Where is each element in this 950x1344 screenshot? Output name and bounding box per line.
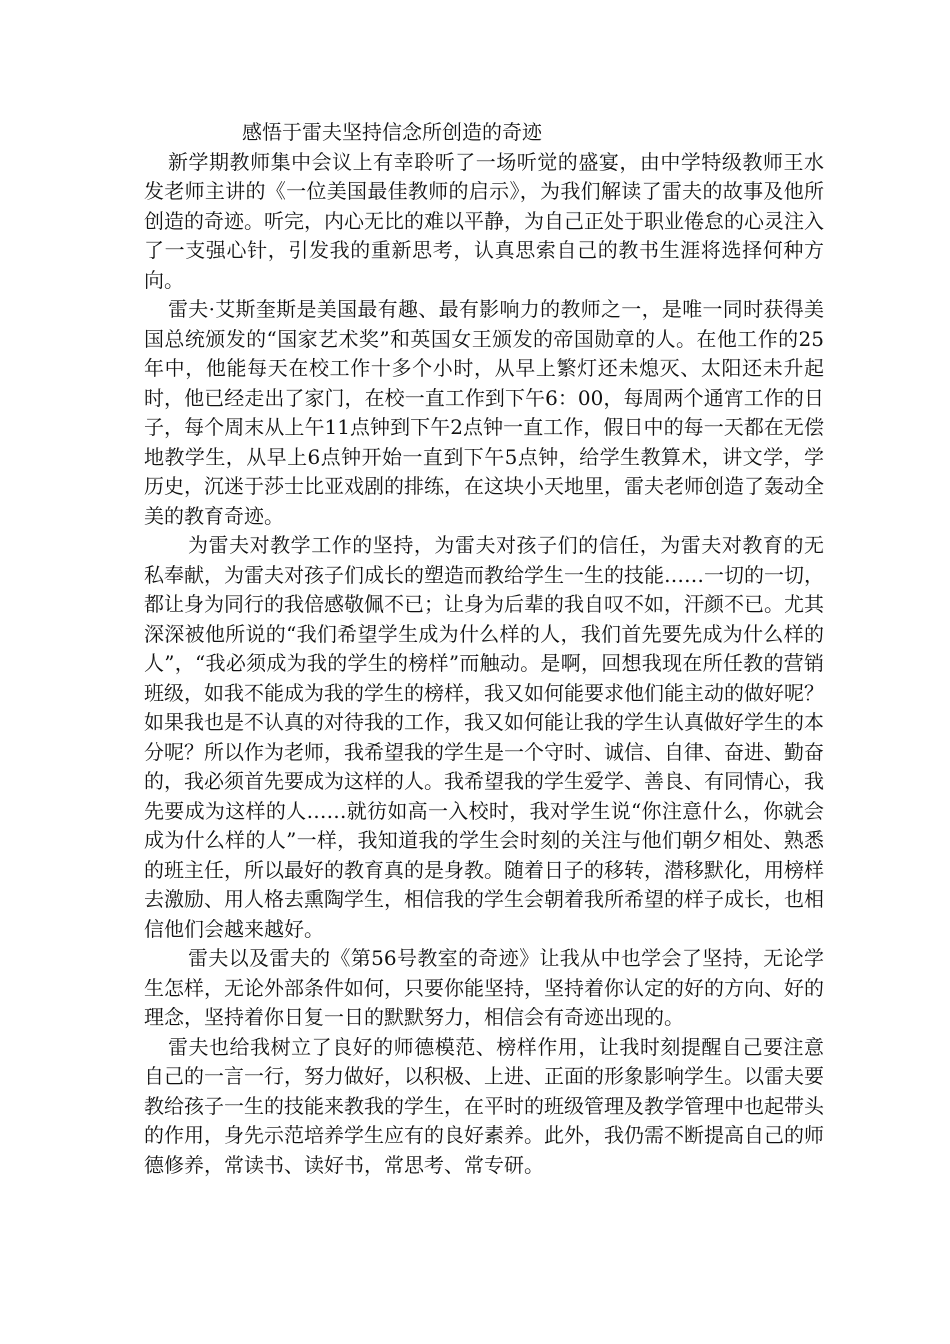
paragraph-1: 新学期教师集中会议上有幸聆听了一场听觉的盛宴，由中学特级教师王水发老师主讲的《一位美国最佳教师的启示》，为我们解读了雷夫的故事及他所创造的奇迹。听完，内心无比的难以平静，为自己正处于职业倦怠的心灵注入了一支强心针，引发我的重新思考，认真思索自己的教书生涯将选择何种方向。	[144, 149, 824, 292]
paragraph-2: 雷夫·艾斯奎斯是美国最有趣、最有影响力的教师之一，是唯一同时获得美国总统颁发的“国家艺术奖”和英国女王颁发的帝国勋章的人。在他工作的25年中，他能每天在校工作十多个小时，从早上繁灯还未熄灭、太阳还未升起时，他已经走出了家门，在校一直工作到下午6：00，每周两个通宵工作的日子，每个周末从上午11点钟到下午2点钟一直工作，假日中的每一天都在无偿地教学生，从早上6点钟开始一直到下午5点钟，给学生教算术，讲文学，学历史，沉迷于莎士比亚戏剧的排练，在这块小天地里，雷夫老师创造了轰动全美的教育奇迹。	[144, 297, 824, 528]
paragraph-4: 雷夫以及雷夫的《第56号教室的奇迹》让我从中也学会了坚持，无论学生怎样，无论外部条件如何，只要你能坚持，坚持着你认定的好的方向、好的理念，坚持着你日复一日的默默努力，相信会有奇迹出现的。	[144, 946, 824, 1029]
paragraph-3: 为雷夫对教学工作的坚持，为雷夫对孩子们的信任，为雷夫对教育的无私奉献，为雷夫对孩子们成长的塑造而教给学生一生的技能……一切的一切，都让身为同行的我倍感敬佩不已；让身为后辈的我自叹不如，汗颜不已。尤其深深被他所说的“我们希望学生成为什么样的人，我们首先要先成为什么样的人”，“我必须成为我的学生的榜样”而触动。是啊，回想我现在所任教的营销班级，如我不能成为我的学生的榜样，我又如何能要求他们能主动的做好呢？如果我也是不认真的对待我的工作，我又如何能让我的学生认真做好学生的本分呢？所以作为老师，我希望我的学生是一个守时、诚信、自律、奋进、勤奋的，我必须首先要成为这样的人。我希望我的学生爱学、善良、有同情心，我先要成为这样的人……就彷如高一入校时，我对学生说“你注意什么，你就会成为什么样的人”一样，我知道我的学生会时刻的关注与他们朝夕相处、熟悉的班主任，所以最好的教育真的是身教。随着日子的移转，潜移默化，用榜样去激励、用人格去熏陶学生，相信我的学生会朝着我所希望的样子成长，也相信他们会越来越好。	[144, 533, 824, 941]
paragraph-5: 雷夫也给我树立了良好的师德模范、榜样作用，让我时刻提醒自己要注意自己的一言一行，努力做好，以积极、上进、正面的形象影响学生。以雷夫要教给孩子一生的技能来教我的学生，在平时的班级管理及教学管理中也起带头的作用，身先示范培养学生应有的良好素养。此外，我仍需不断提高自己的师德修养，常读书、读好书，常思考、常专研。	[144, 1034, 824, 1177]
document-page	[144, 118, 824, 1180]
document-title: 感悟于雷夫坚持信念所创造的奇迹	[242, 120, 542, 144]
